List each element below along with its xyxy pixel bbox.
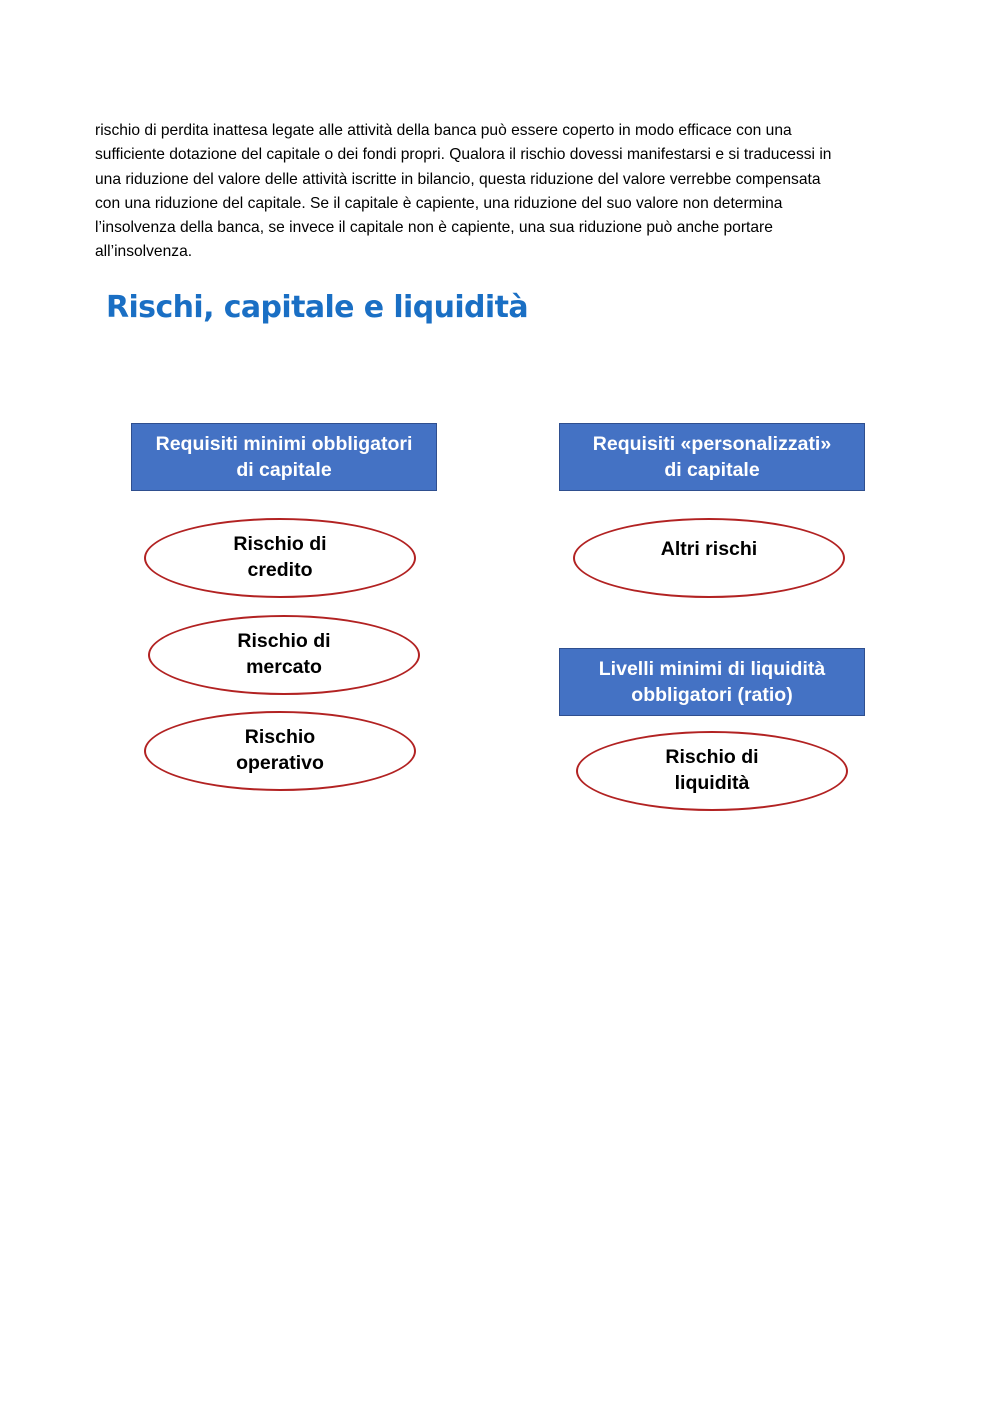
ellipse-label-line: Rischio di: [665, 746, 759, 768]
custom-capital-requirements-box: [559, 423, 865, 491]
diagram-title: Rischi, capitale e liquidità: [106, 290, 528, 325]
ellipse-label-line: liquidità: [674, 772, 750, 794]
ellipse-label-line: Rischio: [244, 726, 316, 748]
capital-requirements-box: [131, 423, 437, 491]
paragraph-line: con una riduzione del capitale. Se il capitale è capiente, una riduzione del suo valore non determina: [95, 194, 783, 212]
paragraph-line: sufficiente dotazione del capitale o dei fondi propri. Qualora il rischio dovessi manifestarsi e si traducessi in: [95, 146, 832, 164]
box-label-line: obbligatori (ratio): [631, 684, 793, 706]
ellipse-label-line: mercato: [246, 656, 322, 678]
ellipse-label-line: credito: [247, 559, 313, 581]
box-label-line: Requisiti minimi obbligatori: [155, 433, 413, 455]
ellipse-label-line: operativo: [236, 752, 324, 774]
ellipse-label-line: Rischio di: [233, 533, 327, 555]
credit-risk-ellipse: [144, 518, 416, 598]
paragraph-line: rischio di perdita inattesa legate alle attività della banca può essere coperto in modo efficace con una: [95, 122, 792, 139]
liquidity-risk-ellipse: [576, 731, 848, 811]
paragraph-line: una riduzione del valore delle attività iscritte in bilancio, questa riduzione del valore verrebbe compensata: [95, 170, 821, 188]
ellipse-label-line: Altri rischi: [660, 538, 758, 560]
other-risks-ellipse: [573, 518, 845, 598]
operational-risk-ellipse: [144, 711, 416, 791]
market-risk-ellipse: [148, 615, 420, 695]
body-paragraph: [95, 119, 910, 265]
paragraph-line: l’insolvenza della banca, se invece il capitale non è capiente, una sua riduzione può anche portare: [95, 219, 773, 237]
liquidity-requirements-box: [559, 648, 865, 716]
box-label-line: Requisiti «personalizzati»: [592, 433, 832, 455]
box-label-line: Livelli minimi di liquidità: [598, 658, 826, 680]
paragraph-line: all’insolvenza.: [95, 243, 193, 261]
box-label-line: di capitale: [236, 459, 332, 481]
box-label-line: di capitale: [664, 459, 760, 481]
ellipse-label-line: Rischio di: [237, 630, 331, 652]
